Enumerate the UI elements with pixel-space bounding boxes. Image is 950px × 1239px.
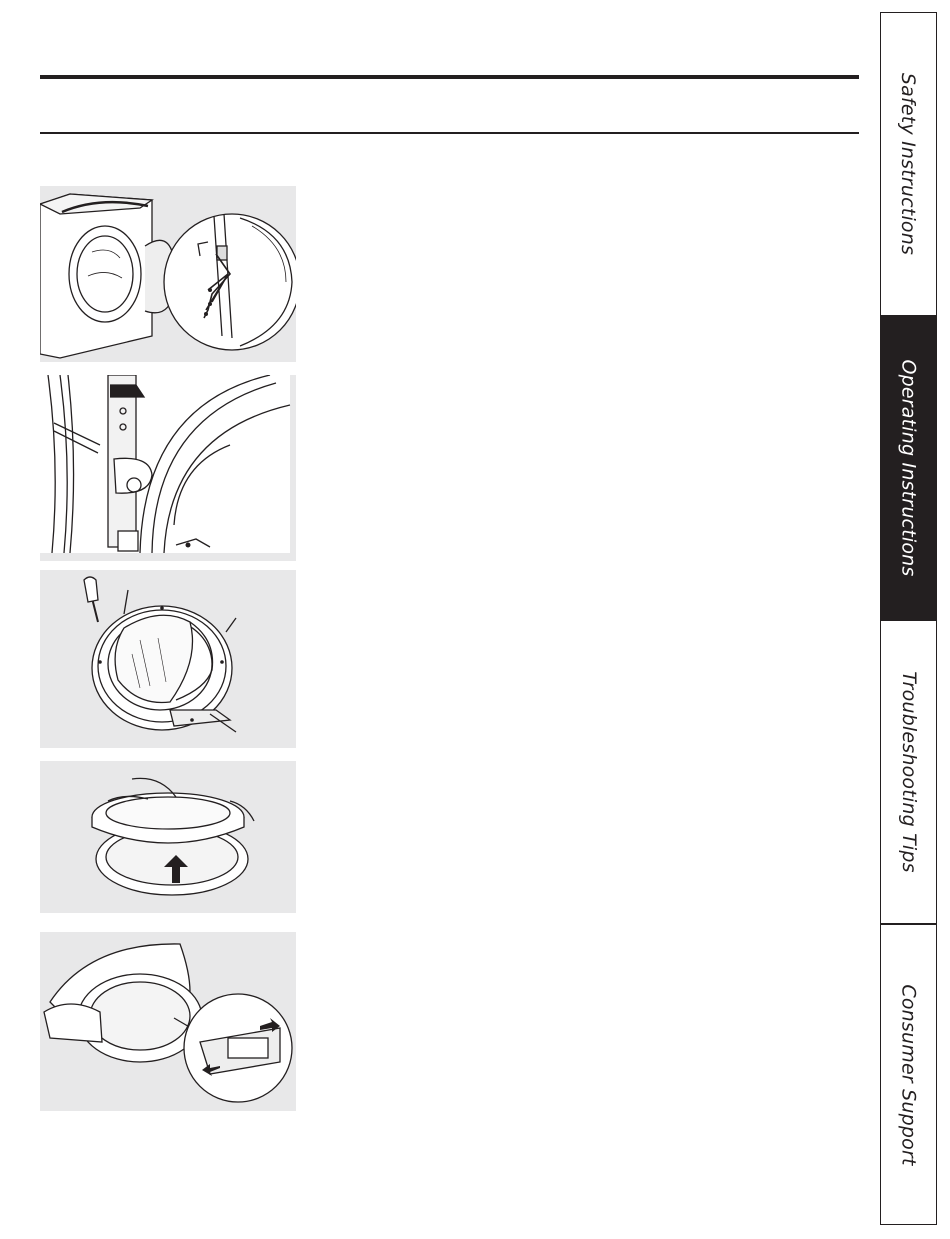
tab-label: Operating Instructions: [897, 359, 920, 577]
dryer-door-hinge-screws-icon: [40, 186, 296, 362]
tab-consumer-support[interactable]: [880, 924, 937, 1225]
figure-step-1: [40, 186, 296, 362]
tab-troubleshooting-tips[interactable]: [880, 620, 937, 924]
hinge-transfer-icon: [40, 932, 296, 1111]
figure-step-5: [40, 932, 296, 1111]
door-halves-separation-icon: [40, 761, 296, 913]
figure-step-3: [40, 570, 296, 748]
hinge-lift-off-icon: [40, 375, 296, 561]
tab-label: Safety Instructions: [897, 72, 920, 256]
header-rule-bottom: [40, 132, 859, 134]
side-tab-strip: [880, 12, 937, 1225]
figure-step-4: [40, 761, 296, 913]
tab-label: Troubleshooting Tips: [897, 671, 920, 873]
door-screws-removal-icon: [40, 570, 296, 748]
tab-operating-instructions[interactable]: [880, 316, 937, 620]
tab-safety-instructions[interactable]: [880, 12, 937, 316]
figure-step-2: [40, 375, 296, 561]
header-rule-top: [40, 75, 859, 79]
tab-label: Consumer Support: [897, 983, 920, 1166]
